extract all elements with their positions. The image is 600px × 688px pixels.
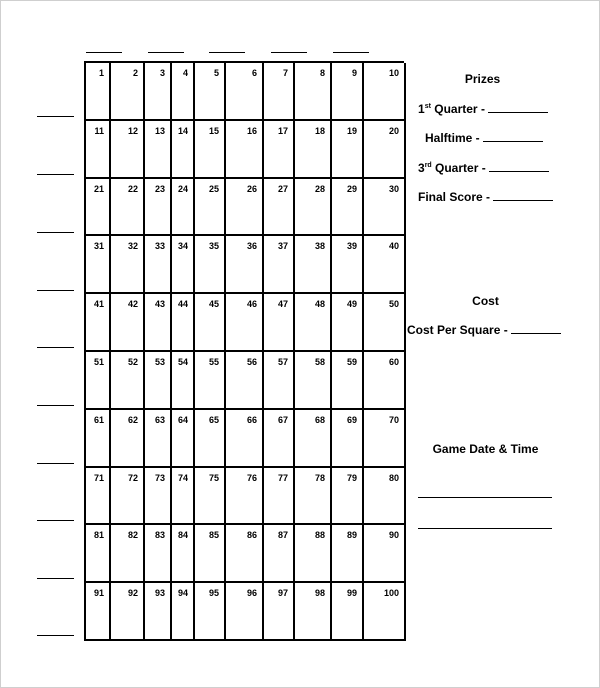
square-number: 96 [246,588,257,599]
grid-square[interactable] [86,179,111,237]
grid-square[interactable] [226,63,264,121]
grid-square[interactable] [332,236,364,294]
grid-square[interactable] [364,121,406,179]
square-number: 87 [277,530,288,541]
square-number: 20 [388,125,399,136]
prize-3rd-quarter [418,161,549,175]
grid-square[interactable] [264,121,295,179]
square-number: 80 [388,472,399,483]
cost-per-square [407,323,561,337]
grid-square[interactable] [195,525,226,583]
grid-square[interactable] [295,468,332,526]
grid-square[interactable] [364,236,406,294]
prize-1st-quarter-blank[interactable] [488,102,548,113]
grid-square[interactable] [111,236,145,294]
row-score-blank[interactable] [37,232,74,233]
square-number: 84 [177,530,188,541]
square-number: 21 [93,183,104,194]
square-number: 15 [208,125,219,136]
square-number: 1 [98,68,104,78]
square-number: 61 [93,414,104,425]
prize-3rd-quarter-sup: rd [424,162,432,169]
grid-square[interactable] [86,121,111,179]
prize-halftime-label: Halftime - [425,131,480,145]
game-date-blank[interactable] [418,497,552,498]
row-score-blank[interactable] [37,463,74,464]
grid-square[interactable] [226,410,264,468]
square-number: 50 [388,299,399,310]
square-number: 13 [154,125,165,136]
square-number: 75 [208,472,219,483]
grid-square[interactable] [86,236,111,294]
square-number: 18 [314,125,325,136]
grid-square[interactable] [226,352,264,410]
grid-square[interactable] [295,63,332,121]
square-number: 63 [154,414,165,425]
square-number: 70 [388,414,399,425]
prize-final-score-blank[interactable] [493,190,553,201]
squares-grid [84,61,404,641]
square-number: 12 [127,125,138,136]
grid-square[interactable] [264,525,295,583]
grid-square[interactable] [195,410,226,468]
square-number: 98 [314,588,325,599]
square-number: 19 [346,125,357,136]
square-number: 51 [93,356,104,367]
prize-halftime [425,131,543,145]
grid-square[interactable] [332,525,364,583]
square-number: 67 [277,414,288,425]
square-number: 43 [154,299,165,310]
grid-square[interactable] [172,63,195,121]
grid-square[interactable] [195,468,226,526]
grid-square[interactable] [111,294,145,352]
column-score-blank[interactable] [86,52,122,53]
square-number: 47 [277,299,288,310]
square-number: 90 [388,530,399,541]
grid-square[interactable] [264,236,295,294]
game-date-time-heading: Game Date & Time [432,442,539,456]
grid-square[interactable] [172,294,195,352]
square-number: 38 [314,241,325,252]
square-number: 16 [246,125,257,136]
prize-3rd-quarter-num: 3 [418,161,425,175]
cost-per-square-label: Cost Per Square - [407,323,508,337]
square-number: 99 [346,588,357,599]
square-number: 24 [177,183,188,194]
cost-heading: Cost [472,294,499,308]
grid-square[interactable] [264,468,295,526]
grid-square[interactable] [226,583,264,641]
game-time-blank[interactable] [418,528,552,529]
column-score-blank[interactable] [333,52,369,53]
square-number: 58 [314,356,325,367]
grid-square[interactable] [264,294,295,352]
grid-square[interactable] [86,525,111,583]
grid-square[interactable] [264,583,295,641]
grid-square[interactable] [145,583,172,641]
grid-square[interactable] [364,583,406,641]
square-number: 89 [346,530,357,541]
square-number: 72 [127,472,138,483]
prize-3rd-quarter-label: Quarter - [431,161,486,175]
column-score-blank[interactable] [209,52,245,53]
square-number: 31 [93,241,104,252]
square-number: 14 [177,125,188,136]
grid-square[interactable] [111,63,145,121]
grid-square[interactable] [111,468,145,526]
square-number: 81 [93,530,104,541]
prize-final-score [418,190,553,204]
square-number: 29 [346,183,357,194]
row-score-blank[interactable] [37,290,74,291]
square-number: 48 [314,299,325,310]
square-number: 9 [351,68,357,78]
grid-square[interactable] [172,468,195,526]
square-number: 56 [246,356,257,367]
grid-square[interactable] [145,121,172,179]
prizes-heading: Prizes [464,72,501,86]
square-number: 73 [154,472,165,483]
grid-square[interactable] [111,179,145,237]
cost-per-square-blank[interactable] [511,323,561,334]
square-number: 54 [177,356,188,367]
grid-square[interactable] [195,583,226,641]
grid-square[interactable] [86,468,111,526]
square-number: 71 [93,472,104,483]
square-number: 6 [251,68,257,78]
square-number: 11 [94,125,104,136]
grid-square[interactable] [264,63,295,121]
square-number: 55 [208,356,219,367]
square-number: 76 [246,472,257,483]
grid-square[interactable] [295,121,332,179]
prize-halftime-blank[interactable] [483,131,543,142]
square-number: 59 [346,356,357,367]
grid-square[interactable] [145,352,172,410]
square-number: 40 [388,241,399,252]
grid-square[interactable] [195,179,226,237]
grid-square[interactable] [111,352,145,410]
square-number: 23 [154,183,165,194]
row-score-blank[interactable] [37,347,74,348]
square-number: 33 [154,241,165,252]
row-score-blank[interactable] [37,405,74,406]
square-number: 52 [127,356,138,367]
grid-square[interactable] [226,179,264,237]
grid-square[interactable] [332,410,364,468]
square-number: 34 [177,241,188,252]
square-number: 39 [346,241,357,252]
square-number: 17 [277,125,288,136]
square-number: 86 [246,530,257,541]
square-number: 4 [182,68,188,78]
grid-square[interactable] [86,410,111,468]
square-number: 49 [346,299,357,310]
square-number: 41 [93,299,104,310]
grid-square[interactable] [226,236,264,294]
grid-square[interactable] [172,525,195,583]
grid-square[interactable] [332,179,364,237]
row-score-blank[interactable] [37,116,74,117]
grid-square[interactable] [172,583,195,641]
grid-square[interactable] [264,410,295,468]
grid-square[interactable] [332,468,364,526]
grid-square[interactable] [226,468,264,526]
grid-square[interactable] [86,63,111,121]
square-number: 60 [388,356,399,367]
grid-square[interactable] [295,352,332,410]
column-score-blank[interactable] [271,52,307,53]
grid-square[interactable] [332,294,364,352]
grid-square[interactable] [86,583,111,641]
grid-square[interactable] [111,410,145,468]
grid-square[interactable] [145,179,172,237]
square-number: 46 [246,299,257,310]
grid-square[interactable] [295,410,332,468]
grid-square[interactable] [295,525,332,583]
grid-square[interactable] [195,352,226,410]
square-number: 85 [208,530,219,541]
grid-square[interactable] [295,179,332,237]
grid-square[interactable] [195,121,226,179]
square-number: 78 [314,472,325,483]
square-number: 95 [208,588,219,599]
column-score-blank[interactable] [148,52,184,53]
square-number: 93 [154,588,165,599]
grid-square[interactable] [295,294,332,352]
grid-square[interactable] [172,236,195,294]
square-number: 53 [154,356,165,367]
grid-square[interactable] [111,525,145,583]
grid-square[interactable] [295,583,332,641]
square-number: 45 [208,299,219,310]
grid-square[interactable] [226,294,264,352]
square-number: 100 [383,588,399,599]
square-number: 30 [388,183,399,194]
grid-square[interactable] [332,63,364,121]
square-number: 7 [282,68,288,78]
grid-square[interactable] [332,352,364,410]
grid-square[interactable] [111,121,145,179]
square-number: 57 [277,356,288,367]
grid-square[interactable] [226,525,264,583]
square-number: 35 [208,241,219,252]
grid-square[interactable] [172,352,195,410]
prize-1st-quarter-sup: st [424,103,431,110]
grid-square[interactable] [364,525,406,583]
square-number: 83 [154,530,165,541]
square-number: 92 [127,588,138,599]
square-number: 88 [314,530,325,541]
square-number: 44 [177,299,188,310]
square-number: 37 [277,241,288,252]
grid-square[interactable] [364,468,406,526]
grid-square[interactable] [172,410,195,468]
row-score-blank[interactable] [37,635,74,636]
grid-square[interactable] [145,63,172,121]
square-number: 32 [127,241,138,252]
row-score-blank[interactable] [37,174,74,175]
grid-square[interactable] [195,63,226,121]
square-number: 2 [132,68,138,78]
grid-square[interactable] [364,410,406,468]
square-number: 8 [319,68,325,78]
grid-square[interactable] [364,352,406,410]
grid-square[interactable] [364,179,406,237]
square-number: 3 [159,68,165,78]
grid-square[interactable] [332,121,364,179]
square-number: 65 [208,414,219,425]
square-number: 27 [277,183,288,194]
square-number: 5 [213,68,219,78]
prize-final-score-label: Final Score - [418,190,491,204]
prize-1st-quarter [418,102,548,116]
square-number: 64 [177,414,188,425]
row-score-blank[interactable] [37,520,74,521]
square-number: 36 [246,241,257,252]
square-number: 94 [177,588,188,599]
grid-square[interactable] [195,294,226,352]
grid-square[interactable] [145,294,172,352]
square-number: 25 [208,183,219,194]
square-number: 82 [127,530,138,541]
grid-square[interactable] [172,121,195,179]
grid-square[interactable] [145,236,172,294]
square-number: 69 [346,414,357,425]
square-number: 97 [277,588,288,599]
grid-square[interactable] [226,121,264,179]
square-number: 28 [314,183,325,194]
square-number: 68 [314,414,325,425]
grid-square[interactable] [111,583,145,641]
grid-square[interactable] [295,236,332,294]
grid-square[interactable] [145,468,172,526]
grid-square[interactable] [264,352,295,410]
grid-square[interactable] [86,294,111,352]
grid-square[interactable] [195,236,226,294]
square-number: 62 [127,414,138,425]
square-number: 77 [277,472,288,483]
grid-square[interactable] [264,179,295,237]
grid-square[interactable] [86,352,111,410]
square-number: 79 [346,472,357,483]
grid-square[interactable] [145,410,172,468]
grid-square[interactable] [332,583,364,641]
square-number: 22 [127,183,138,194]
square-number: 42 [127,299,138,310]
prize-3rd-quarter-blank[interactable] [489,161,549,172]
square-number: 66 [246,414,257,425]
square-number: 91 [93,588,104,599]
prize-1st-quarter-num: 1 [418,102,425,116]
square-number: 74 [177,472,188,483]
square-number: 26 [246,183,257,194]
square-number: 10 [388,68,399,78]
prize-1st-quarter-label: Quarter - [430,102,485,116]
row-score-blank[interactable] [37,578,74,579]
grid-square[interactable] [172,179,195,237]
grid-square[interactable] [145,525,172,583]
